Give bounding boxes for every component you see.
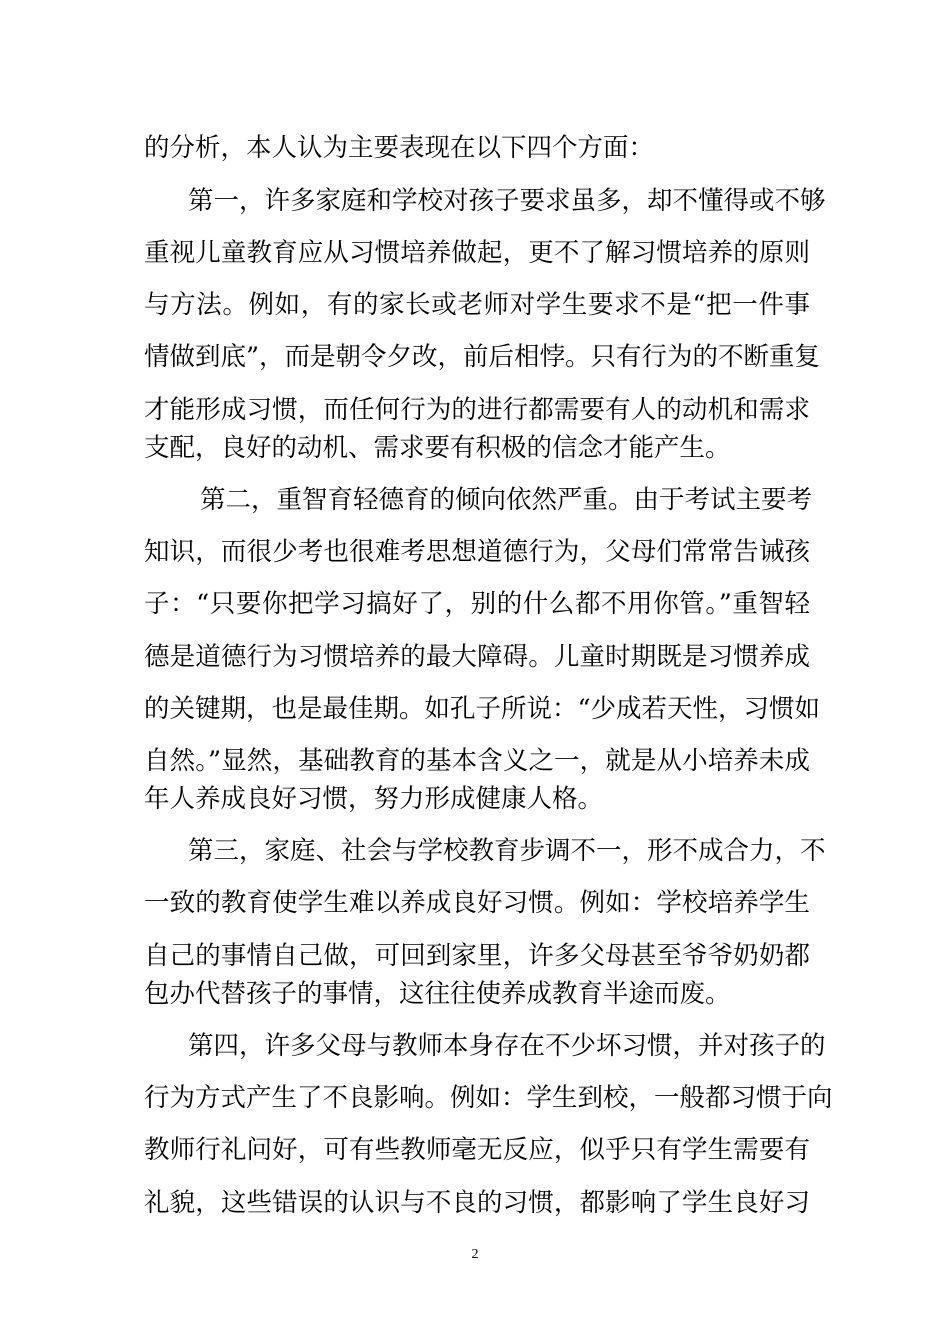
text-line: 第一，许多家庭和学校对孩子要求虽多，却不懂得或不够: [188, 186, 826, 216]
page-number: 2: [471, 1247, 479, 1262]
text-line: 的分析，本人认为主要表现在以下四个方面：: [144, 133, 655, 163]
text-line: 子：“只要你把学习搞好了，别的什么都不用你管。”重智轻: [144, 589, 810, 619]
text-line: 知识，而很少考也很难考思想道德行为，父母们常常告诫孩: [144, 537, 810, 567]
text-line: 自然。”显然，基础教育的基本含义之一，就是从小培养未成: [144, 746, 810, 776]
text-line: 第四，许多父母与教师本身存在不少坏习惯，并对孩子的: [188, 1031, 826, 1061]
text-line: 自己的事情自己做，可回到家里，许多父母甚至爷爷奶奶都: [144, 941, 810, 971]
text-line: 第二，重智育轻德育的倾向依然严重。由于考试主要考: [200, 485, 813, 515]
text-line: 第三，家庭、社会与学校教育步调不一，形不成合力，不: [188, 836, 826, 866]
text-line: 包办代替孩子的事情，这往往使养成教育半途而废。: [144, 979, 731, 1009]
text-line: 礼貌，这些错误的认识与不良的习惯，都影响了学生良好习: [144, 1188, 810, 1218]
text-line: 支配，良好的动机、需求要有积极的信念才能产生。: [144, 433, 731, 463]
text-line: 年人养成良好习惯，努力形成健康人格。: [144, 784, 604, 814]
text-line: 的关键期，也是最佳期。如孔子所说：“少成若天性，习惯如: [144, 694, 821, 724]
text-line: 行为方式产生了不良影响。例如：学生到校，一般都习惯于向: [144, 1083, 833, 1113]
text-line: 与方法。例如，有的家长或老师对学生要求不是“把一件事: [144, 290, 810, 320]
text-line: 才能形成习惯，而任何行为的进行都需要有人的动机和需求: [144, 395, 810, 425]
text-line: 一致的教育使学生难以养成良好习惯。例如：学校培养学生: [144, 888, 810, 918]
text-line: 德是道德行为习惯培养的最大障碍。儿童时期既是习惯养成: [144, 642, 810, 672]
text-line: 情做到底”，而是朝令夕改，前后相悖。只有行为的不断重复: [144, 342, 821, 372]
text-line: 教师行礼问好，可有些教师毫无反应，似乎只有学生需要有: [144, 1135, 810, 1165]
text-line: 重视儿童教育应从习惯培养做起，更不了解习惯培养的原则: [144, 238, 810, 268]
